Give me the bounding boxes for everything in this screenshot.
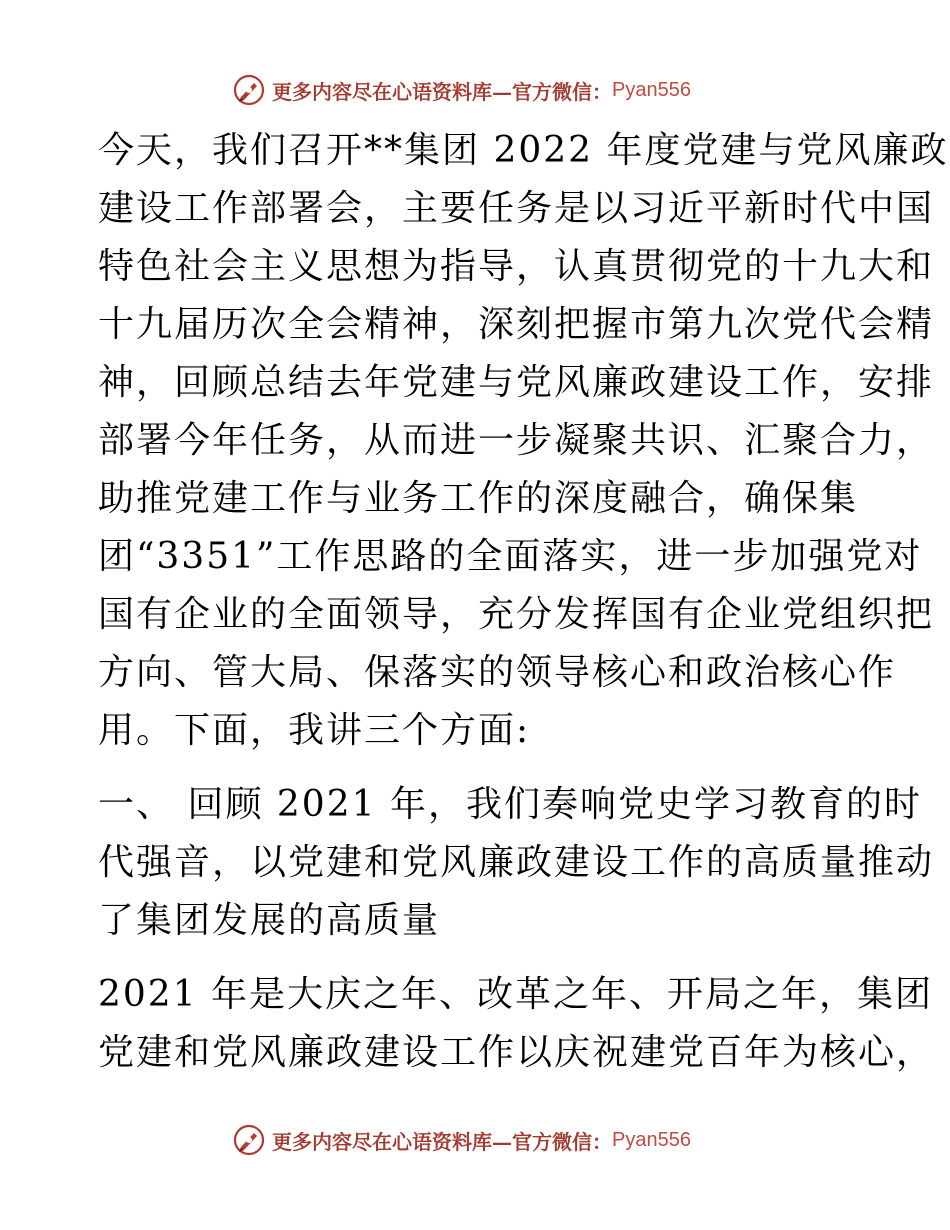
text-line: 十九届历次全会精神，深刻把握市第九次党代会精: [98, 304, 935, 345]
text-line: 建设工作部署会，主要任务是以习近平新时代中国: [98, 188, 935, 229]
text-line: 用。下面，我讲三个方面:: [98, 710, 531, 751]
text-line: 特色社会主义思想为指导，认真贯彻党的十九大和: [98, 246, 935, 287]
text-line: 党建和党风廉政建设工作以庆祝建党百年为核心，: [98, 1032, 935, 1073]
text-line: 国有企业的全面领导，充分发挥国有企业党组织把: [98, 594, 935, 635]
text-line: 方向、管大局、保落实的领导核心和政治核心作: [98, 652, 897, 693]
watermark-header: [232, 70, 691, 110]
section-heading-one: [98, 776, 935, 950]
text-line: 神，回顾总结去年党建与党风廉政建设工作，安排: [98, 362, 935, 403]
text-line: 助推党建工作与业务工作的深度融合，确保集: [98, 478, 859, 519]
document-body: [98, 122, 949, 1082]
watermark-text: 更多内容尽在心语资料库—官方微信：: [272, 1129, 612, 1154]
paragraph-2021: [98, 966, 935, 1082]
watermark-wechat-id: Pyan556: [612, 1128, 691, 1151]
watermark-footer: [232, 1120, 691, 1160]
watermark-wechat-id: Pyan556: [612, 78, 691, 101]
pen-logo-icon: [232, 73, 266, 107]
text-line: 2021 年是大庆之年、改革之年、开局之年，集团: [98, 974, 934, 1015]
text-line: 代强音，以党建和党风廉政建设工作的高质量推动: [98, 842, 935, 883]
pen-logo-icon: [232, 1123, 266, 1157]
text-line: 部署今年任务，从而进一步凝聚共识、汇聚合力，: [98, 420, 935, 461]
text-line: 一、 回顾 2021 年，我们奏响党史学习教育的时: [98, 784, 922, 825]
paragraph-intro: [98, 122, 949, 760]
text-line: 今天，我们召开**集团 2022 年度党建与党风廉政: [98, 130, 949, 171]
text-line: 团“3351”工作思路的全面落实，进一步加强党对: [98, 536, 923, 577]
text-line: 了集团发展的高质量: [98, 900, 441, 941]
watermark-text: 更多内容尽在心语资料库—官方微信：: [272, 79, 612, 104]
